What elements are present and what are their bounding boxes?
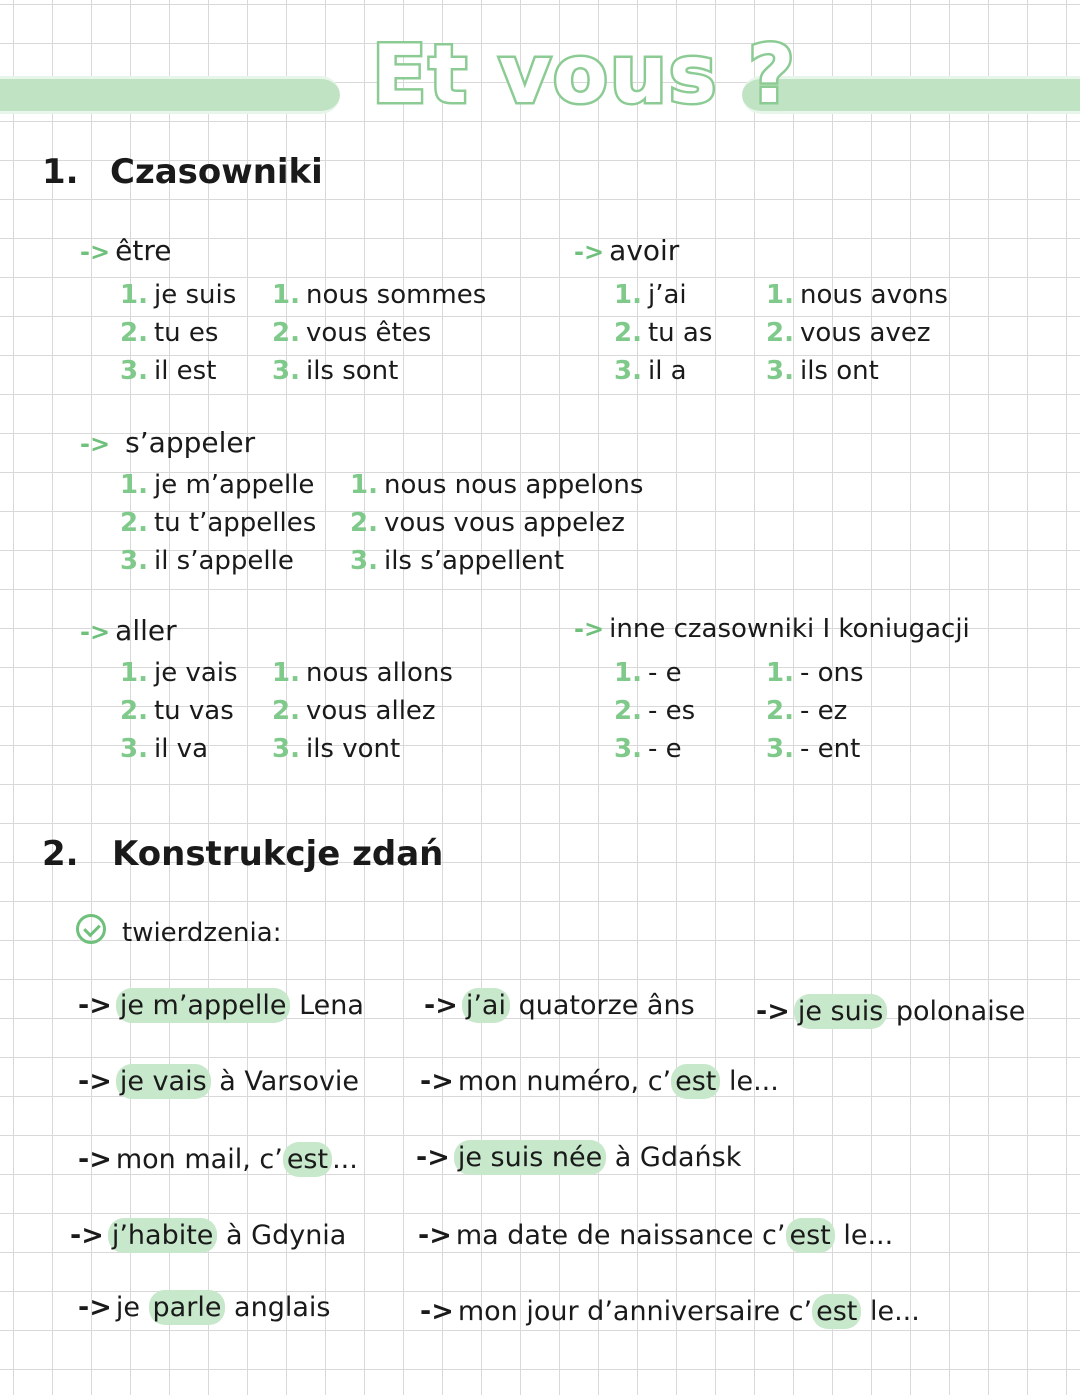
arrow-icon: -> bbox=[80, 618, 111, 646]
conj-row: 1. - ons bbox=[766, 658, 864, 688]
conj-row: 2. - ez bbox=[766, 696, 848, 726]
conj-row: 2. vous avez bbox=[766, 318, 931, 348]
aller-plural bbox=[272, 654, 453, 768]
arrow-icon: -> bbox=[80, 430, 111, 458]
conj-row: 1. - e bbox=[614, 658, 682, 688]
conj-row: 3. - ent bbox=[766, 734, 861, 764]
sentence: -> je parle anglais bbox=[78, 1292, 331, 1323]
conj-row: 1. nous sommes bbox=[272, 280, 487, 310]
avoir-block bbox=[574, 234, 679, 267]
conj-row: 3. il s’appelle bbox=[120, 546, 294, 576]
etre-singular bbox=[120, 276, 236, 390]
arrow-icon: -> bbox=[80, 238, 111, 266]
arrow-icon: -> bbox=[574, 615, 605, 643]
title-banner-left bbox=[0, 76, 340, 114]
conj-row: 2. - es bbox=[614, 696, 696, 726]
conj-row: 1. j’ai bbox=[614, 280, 687, 310]
conj-row: 1. je m’appelle bbox=[120, 470, 315, 500]
sappeler-block bbox=[80, 426, 255, 459]
conj-row: 2. tu vas bbox=[120, 696, 234, 726]
sentence: -> je suis polonaise bbox=[756, 996, 1026, 1027]
sentence: -> j’habite à Gdynia bbox=[70, 1220, 347, 1251]
section1-title: Czasowniki bbox=[110, 152, 323, 192]
sentence: -> mon numéro, c’ est le... bbox=[420, 1066, 779, 1097]
aller-block bbox=[80, 614, 177, 647]
verb-title: avoir bbox=[609, 234, 680, 267]
checkmark-circle-icon bbox=[76, 914, 106, 944]
sappeler-plural bbox=[350, 466, 643, 580]
conj-row: 3. il va bbox=[120, 734, 208, 764]
conj-row: 3. - e bbox=[614, 734, 682, 764]
sentence: -> je suis née à Gdańsk bbox=[416, 1142, 742, 1173]
arrow-icon: -> bbox=[574, 238, 605, 266]
inne-plural bbox=[766, 654, 864, 768]
sentence: -> je m’appelle Lena bbox=[78, 990, 364, 1021]
conj-row: 2. tu as bbox=[614, 318, 713, 348]
avoir-singular bbox=[614, 276, 712, 390]
sentence: -> mon jour d’anniversaire c’ est le... bbox=[420, 1296, 920, 1327]
sentence: -> j’ai quatorze âns bbox=[424, 990, 695, 1021]
conj-row: 3. ils ont bbox=[766, 356, 879, 386]
conj-row: 2. vous vous appelez bbox=[350, 508, 625, 538]
etre-block bbox=[80, 234, 172, 267]
sappeler-singular bbox=[120, 466, 316, 580]
conj-row: 2. vous allez bbox=[272, 696, 436, 726]
verb-title: aller bbox=[115, 614, 177, 647]
conj-row: 2. tu es bbox=[120, 318, 219, 348]
conj-row: 1. nous nous appelons bbox=[350, 470, 644, 500]
verb-title: s’appeler bbox=[125, 426, 256, 459]
avoir-plural bbox=[766, 276, 948, 390]
aller-singular bbox=[120, 654, 238, 768]
etre-plural bbox=[272, 276, 486, 390]
conj-row: 3. ils s’appellent bbox=[350, 546, 565, 576]
page-title: Et vous ? bbox=[372, 28, 797, 121]
conj-row: 3. il est bbox=[120, 356, 217, 386]
statements-label: twierdzenia: bbox=[122, 918, 282, 948]
conj-row: 3. ils vont bbox=[272, 734, 401, 764]
sentence: -> ma date de naissance c’ est le... bbox=[418, 1220, 894, 1251]
conj-row: 1. nous avons bbox=[766, 280, 948, 310]
inne-singular bbox=[614, 654, 695, 768]
conj-row: 2. vous êtes bbox=[272, 318, 432, 348]
verb-title: inne czasowniki I koniugacji bbox=[609, 614, 970, 644]
conj-row: 3. il a bbox=[614, 356, 687, 386]
section2-title: Konstrukcje zdań bbox=[112, 834, 444, 874]
conj-row: 1. je vais bbox=[120, 658, 238, 688]
conj-row: 1. je suis bbox=[120, 280, 237, 310]
section1-number: 1. bbox=[42, 152, 79, 192]
sentence: -> je vais à Varsovie bbox=[78, 1066, 360, 1097]
verb-title: être bbox=[115, 234, 172, 267]
conj-row: 1. nous allons bbox=[272, 658, 453, 688]
conj-row: 2. tu t’appelles bbox=[120, 508, 317, 538]
inne-block bbox=[574, 614, 970, 644]
sentence: -> mon mail, c’ est ... bbox=[78, 1144, 358, 1175]
conj-row: 3. ils sont bbox=[272, 356, 399, 386]
section2-number: 2. bbox=[42, 834, 79, 874]
